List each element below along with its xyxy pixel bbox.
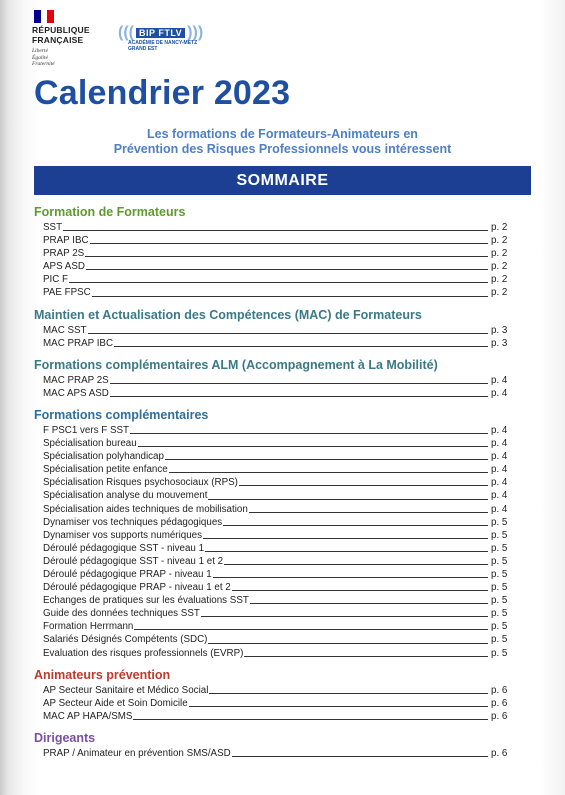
toc-leader-line: [244, 656, 488, 657]
section-title: Dirigeants: [34, 730, 96, 745]
toc-entry-label: PRAP IBC: [43, 235, 89, 247]
toc-entry-page: p. 6: [491, 697, 508, 709]
section-title: Formations complémentaires ALM (Accompagnement à La Mobilité): [34, 357, 438, 372]
toc-entry: [34, 286, 512, 299]
toc-leader-line: [189, 706, 488, 707]
toc-entry-label: Dynamiser vos techniques pédagogiques: [43, 516, 223, 528]
academy-logo-sub: ACADÉMIE DE NANCY-METZ: [128, 40, 198, 46]
toc-leader-line: [63, 230, 488, 231]
toc-entry: [34, 273, 512, 286]
toc-entry: [34, 747, 512, 760]
toc-entry-page: p. 5: [491, 542, 508, 554]
toc-entry-page: p. 2: [491, 287, 508, 299]
toc-entry-label: PRAP / Animateur en prévention SMS/ASD: [43, 747, 231, 759]
toc-entry-page: p. 2: [491, 222, 508, 233]
toc-entry-label: PRAP 2S: [43, 248, 85, 260]
toc-entry-label: Dynamiser vos supports numériques: [43, 529, 202, 541]
toc-entry: [34, 463, 512, 476]
toc-entry: [34, 697, 512, 710]
toc-entry: [34, 594, 512, 607]
toc-entry-page: p. 4: [491, 490, 508, 502]
toc-entry: [34, 620, 512, 633]
toc-entry: [34, 450, 512, 463]
toc-entry: [34, 529, 512, 542]
toc-entry-label: Guide des données techniques SST: [43, 608, 200, 620]
toc-entry-label: Spécialisation analyse du mouvement: [43, 490, 208, 502]
toc-entry-label: MAC APS ASD: [43, 387, 109, 399]
toc-entry: [34, 374, 512, 387]
section-title: Maintien et Actualisation des Compétences (MAC) de Formateurs: [34, 307, 422, 322]
section-title: Formation de Formateurs: [34, 205, 186, 219]
toc-leader-line: [90, 243, 488, 244]
toc-leader-line: [86, 269, 488, 270]
toc-section: [34, 357, 512, 400]
toc-entry: [34, 633, 512, 646]
toc-entry-page: p. 5: [491, 621, 508, 633]
republique-francaise-logo: [32, 10, 102, 68]
toc-entry-label: MAC PRAP 2S: [43, 374, 109, 386]
toc-leader-line: [69, 282, 488, 283]
toc-entry-page: p. 5: [491, 595, 508, 607]
toc-entry-label: SST: [43, 222, 63, 233]
toc-entry-label: Echanges de pratiques sur les évaluations SST: [43, 595, 249, 607]
toc-leader-line: [138, 446, 488, 447]
section-title: Animateurs prévention: [34, 667, 171, 682]
toc-entry: [34, 516, 512, 529]
toc-entry-page: p. 2: [491, 235, 508, 247]
toc-entry-page: p. 3: [491, 337, 508, 349]
toc-entry: [34, 581, 512, 594]
section-title: Formations complémentaires: [34, 407, 209, 422]
toc-entry-label: Spécialisation aides techniques de mobilisation: [43, 503, 248, 515]
toc-entry-page: p. 5: [491, 516, 508, 528]
toc-entry: [34, 247, 512, 260]
toc-entry-page: p. 5: [491, 634, 508, 646]
toc-entry-page: p. 4: [491, 477, 508, 489]
toc-leader-line: [232, 590, 488, 591]
toc-leader-line: [114, 346, 488, 347]
toc-entry-page: p. 4: [491, 503, 508, 515]
toc-entry-label: PAE FPSC: [43, 287, 91, 299]
toc-section: [34, 307, 512, 350]
republique-francaise-text: RÉPUBLIQUE FRANÇAISE: [32, 25, 90, 45]
academy-logo-left-arcs-icon: (((: [118, 24, 134, 41]
toc-entry-label: Spécialisation Risques psychosociaux (RPS): [43, 477, 238, 489]
toc-leader-line: [208, 499, 488, 500]
toc-entry-page: p. 4: [491, 374, 508, 386]
motto: Liberté Égalité Fraternité: [32, 48, 55, 67]
table-of-contents: [34, 200, 512, 760]
toc-leader-line: [134, 629, 488, 630]
toc-entry-page: p. 5: [491, 568, 508, 580]
toc-entry-label: PIC F: [43, 274, 69, 286]
french-flag-icon: [34, 10, 54, 23]
toc-section: [34, 407, 512, 660]
toc-leader-line: [165, 459, 488, 460]
toc-entry-page: p. 2: [491, 248, 508, 260]
toc-leader-line: [110, 383, 488, 384]
toc-leader-line: [130, 433, 488, 434]
toc-leader-line: [213, 577, 488, 578]
toc-leader-line: [250, 603, 488, 604]
toc-entry-page: p. 6: [491, 710, 508, 722]
toc-entry-page: p. 6: [491, 747, 508, 759]
toc-entry-page: p. 2: [491, 274, 508, 286]
toc-leader-line: [208, 643, 488, 644]
toc-entry-label: Spécialisation petite enfance: [43, 464, 168, 476]
toc-leader-line: [209, 693, 488, 694]
toc-entry: [34, 387, 512, 400]
toc-entry: [34, 221, 512, 234]
toc-entry: [34, 489, 512, 502]
toc-entry-page: p. 4: [491, 438, 508, 450]
toc-entry-label: Déroulé pédagogique SST - niveau 1 et 2: [43, 555, 224, 567]
toc-leader-line: [223, 525, 488, 526]
toc-leader-line: [92, 296, 488, 297]
toc-leader-line: [133, 719, 488, 720]
toc-leader-line: [85, 256, 488, 257]
toc-section: [34, 204, 512, 300]
toc-leader-line: [203, 538, 488, 539]
toc-entry-label: AP Secteur Sanitaire et Médico Social: [43, 684, 209, 696]
page-subtitle: Les formations de Formateurs-Animateurs en Prévention des Risques Professionnels vous intéressent: [113, 127, 452, 156]
toc-entry-label: Déroulé pédagogique SST - niveau 1: [43, 542, 205, 554]
sommaire-banner: SOMMAIRE: [34, 166, 531, 195]
page-title: Calendrier 2023: [34, 74, 291, 112]
toc-entry-label: Salariés Désignés Compétents (SDC): [43, 634, 208, 646]
toc-entry: [34, 324, 512, 337]
toc-entry-label: F PSC1 vers F SST: [43, 424, 130, 436]
toc-entry-page: p. 6: [491, 684, 508, 696]
toc-entry: [34, 234, 512, 247]
academy-logo: [118, 26, 210, 62]
toc-leader-line: [205, 551, 488, 552]
toc-entry: [34, 260, 512, 273]
toc-entry-label: Evaluation des risques professionnels (EVRP): [43, 647, 244, 659]
toc-entry: [34, 424, 512, 437]
toc-entry-page: p. 2: [491, 261, 508, 273]
toc-entry: [34, 647, 512, 660]
academy-logo-name: BIP FTLV: [136, 28, 185, 38]
toc-entry-page: p. 5: [491, 647, 508, 659]
toc-entry-label: MAC PRAP IBC: [43, 337, 114, 349]
toc-entry: [34, 503, 512, 516]
toc-entry: [34, 437, 512, 450]
toc-entry: [34, 555, 512, 568]
toc-entry-page: p. 5: [491, 555, 508, 567]
toc-entry: [34, 607, 512, 620]
toc-entry-label: MAC AP HAPA/SMS: [43, 710, 133, 722]
toc-leader-line: [232, 756, 488, 757]
toc-entry-label: MAC SST: [43, 324, 87, 336]
toc-section: [34, 730, 512, 760]
toc-entry: [34, 542, 512, 555]
toc-entry-label: AP Secteur Aide et Soin Domicile: [43, 697, 188, 709]
toc-leader-line: [239, 485, 488, 486]
academy-logo-sub2: GRAND EST: [128, 46, 158, 52]
toc-entry-page: p. 4: [491, 387, 508, 399]
toc-entry-page: p. 3: [491, 324, 508, 336]
toc-entry: [34, 476, 512, 489]
toc-leader-line: [201, 616, 488, 617]
toc-entry-page: p. 4: [491, 464, 508, 476]
academy-logo-right-arcs-icon: ))): [187, 24, 204, 41]
toc-leader-line: [169, 472, 488, 473]
toc-leader-line: [224, 564, 488, 565]
toc-entry-label: Formation Herrmann: [43, 621, 134, 633]
toc-entry-label: Déroulé pédagogique PRAP - niveau 1 et 2: [43, 582, 231, 594]
toc-leader-line: [249, 512, 488, 513]
toc-entry-label: Déroulé pédagogique PRAP - niveau 1: [43, 568, 212, 580]
toc-leader-line: [88, 333, 488, 334]
toc-entry-label: APS ASD: [43, 261, 85, 273]
toc-entry: [34, 710, 512, 723]
toc-entry-label: Spécialisation bureau: [43, 438, 137, 450]
toc-section: [34, 667, 512, 723]
toc-entry: [34, 568, 512, 581]
toc-entry: [34, 684, 512, 697]
toc-entry-page: p. 4: [491, 424, 508, 436]
toc-leader-line: [110, 396, 488, 397]
toc-entry-page: p. 4: [491, 451, 508, 463]
toc-entry-label: Spécialisation polyhandicap: [43, 451, 164, 463]
toc-entry-page: p. 5: [491, 529, 508, 541]
toc-entry-page: p. 5: [491, 608, 508, 620]
toc-entry: [34, 337, 512, 350]
toc-entry-page: p. 5: [491, 582, 508, 594]
